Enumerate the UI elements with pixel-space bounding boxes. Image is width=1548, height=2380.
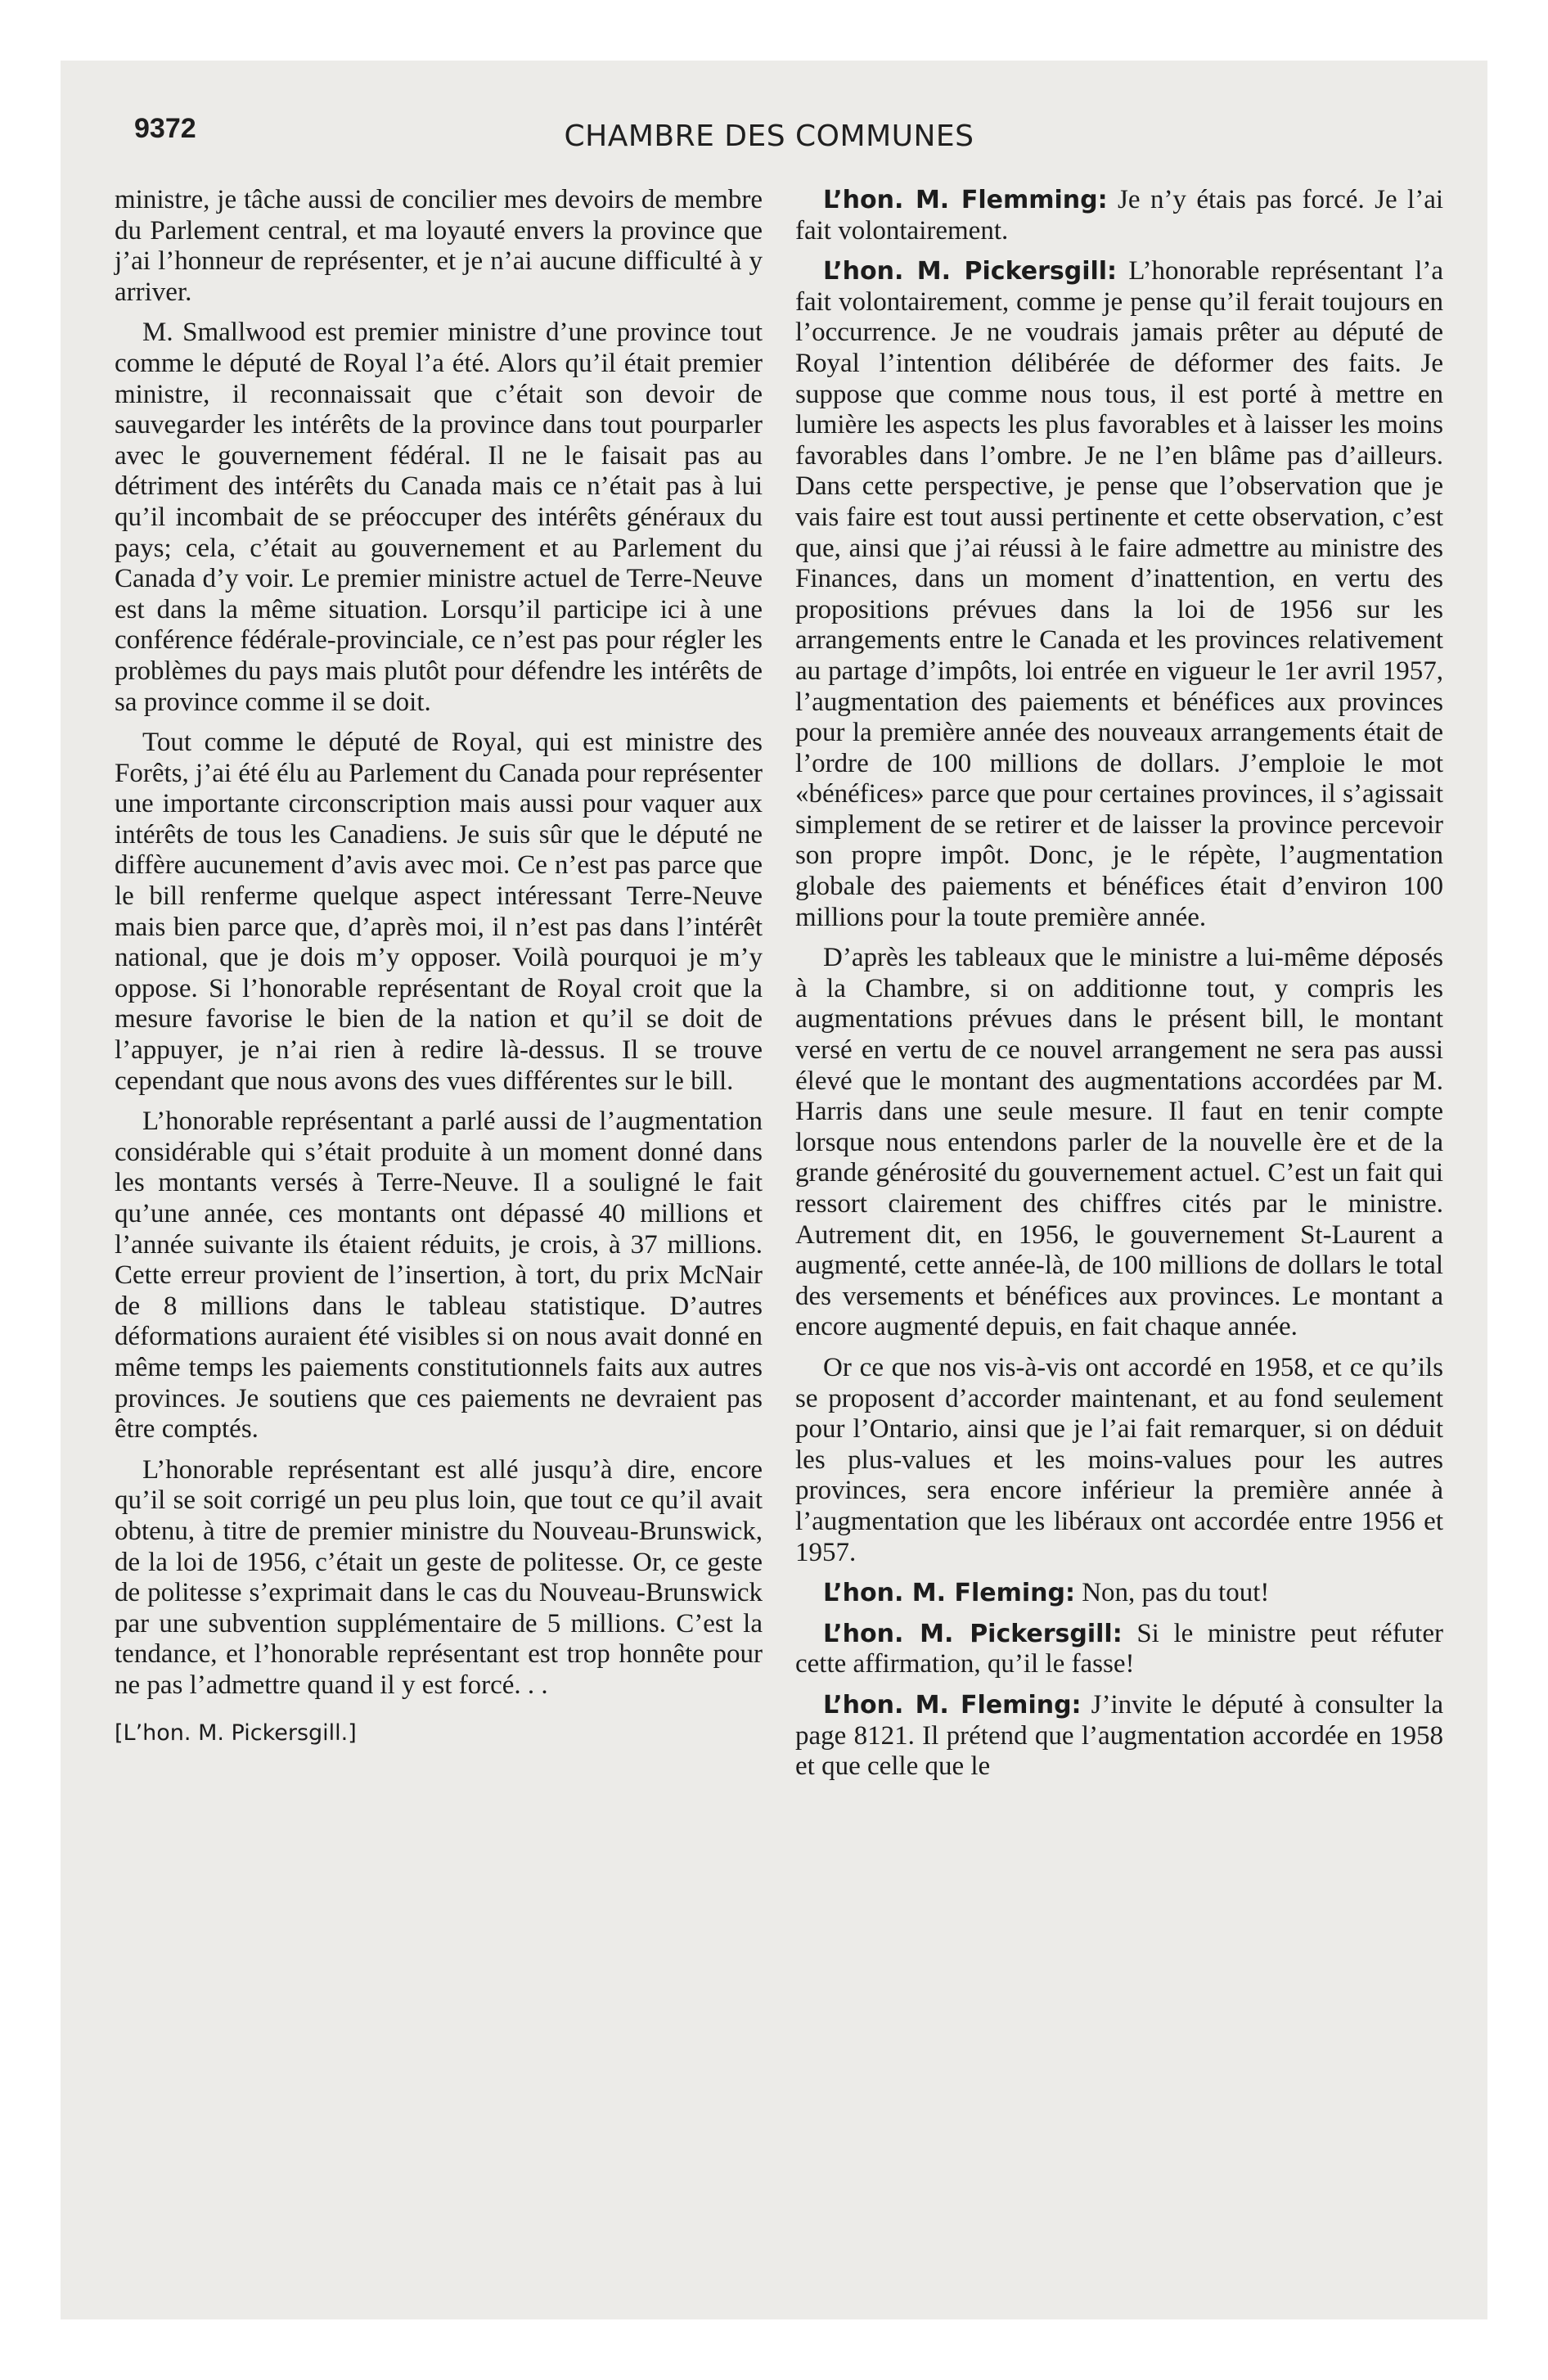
speech-entry (795, 1619, 1443, 1680)
paragraph: Or ce que nos vis-à-vis ont accordé en 1958, et ce qu’ils se proposent d’accorder maintenant, et au fond seulement pour l’Ontario, ainsi que je l’ai fait remarquer, si on déduit les plus-values et les moins-values pour les autres provinces, sera encore inférieur la première année à l’augmentation que les libéraux ont accordée entre 1956 et 1957. (795, 1352, 1443, 1567)
paragraph: D’après les tableaux que le ministre a lui-même déposés à la Chambre, si on additionne tout, y compris les augmentations prévues dans le présent bill, le montant versé en vertu de ce nouvel arrangement ne sera pas aussi élevé que le montant des augmentations accordées par M. Harris dans une seule mesure. Il faut en tenir compte lorsque nous entendons parler de la nouvelle ère et de la grande générosité du gouvernement actuel. C’est un fait qui ressort clairement des chiffres cités par le ministre. Autrement dit, en 1956, le gouvernement St-Laurent a augmenté, cette année-là, de 100 millions de dollars le total des versements et bénéfices aux provinces. Le montant a encore augmenté depuis, en fait chaque année. (795, 943, 1443, 1342)
speech-entry (795, 1690, 1443, 1783)
speech-entry (795, 185, 1443, 246)
speech-text: Si le ministre peut réfuter cette affirmation, qu’il le fasse! (795, 1618, 1443, 1679)
paragraph: L’honorable représentant a parlé aussi de l’augmentation considérable qui s’était produite à un moment donné dans les montants versés à Terre-Neuve. Il a souligné le fait qu’une année, ces montants ont dépassé 40 millions et l’année suivante ils étaient réduits, je crois, à 37 millions. Cette erreur provient de l’insertion, à tort, du prix McNair de 8 millions dans le tableau statistique. D’autres déformations auraient été visibles si on nous avait donné en même temps les paiements constitutionnels faits aux autres provinces. Je soutiens que ces paiements ne devraient pas être comptés. (115, 1107, 763, 1445)
paragraph: L’honorable représentant est allé jusqu’à dire, encore qu’il se soit corrigé un peu plus loin, que tout ce qu’il avait obtenu, à titre de premier ministre du Nouveau-Brunswick, de la loi de 1956, c’était un geste de politesse. Or, ce geste de politesse s’exprimait dans le cas du Nouveau-Brunswick par une subvention supplémentaire de 5 millions. C’est la tendance, et l’honorable représentant est trop honnête pour ne pas l’admettre quand il y est forcé. . . (115, 1454, 763, 1700)
speaker-name: L’hon. M. Fleming: (823, 1579, 1075, 1608)
page-number: 9372 (134, 113, 196, 144)
speaker-name: L’hon. M. Fleming: (823, 1690, 1082, 1720)
left-column (115, 185, 763, 1748)
speaker-name: L’hon. M. Pickersgill: (823, 1619, 1123, 1648)
speech-text: Je n’y étais pas forcé. Je l’ai fait volontairement. (795, 185, 1444, 246)
paragraph: M. Smallwood est premier ministre d’une province tout comme le député de Royal l’a été. Alors qu’il était premier ministre, il reconnaissait que c’était son devoir de sauvegarder les intérêts de la province dans tout pourparler avec le gouvernement fédéral. Il ne le faisait pas au détriment des intérêts du Canada mais ce n’était pas à lui qu’il incombait de se préoccuper des intérêts généraux du pays; cela, c’était au gouvernement et au Parlement du Canada d’y voir. Le premier ministre actuel de Terre-Neuve est dans la même situation. Lorsqu’il participe ici à une conférence fédérale-provinciale, ce n’est pas pour régler les problèmes du pays mais plutôt pour défendre les intérêts de sa province comme il se doit. (115, 318, 763, 717)
speech-text: J’invite le député à consulter la page 8121. Il prétend que l’augmentation accordée en 1958 et que celle que le (795, 1689, 1444, 1782)
speech-entry (795, 1578, 1443, 1609)
paragraph: ministre, je tâche aussi de concilier mes devoirs de membre du Parlement central, et ma loyauté envers la province que j’ai l’honneur de représenter, et je n’ai aucune difficulté à y arriver. (115, 185, 763, 307)
speaker-name: L’hon. M. Flemming: (823, 186, 1108, 214)
speech-entry (795, 256, 1443, 933)
running-head: CHAMBRE DES COMMUNES (564, 119, 974, 153)
speaker-name: L’hon. M. Pickersgill: (823, 257, 1118, 286)
speech-text: L’honorable représentant l’a fait volontairement, comme je pense qu’il ferait toujours en l’occurrence. Je ne voudrais jamais prêter au député de Royal l’intention délibérée de déformer des faits. Je suppose que comme nous tous, il est porté à mettre en lumière les aspects les plus favorables et à laisser les moins favorables dans l’ombre. Je ne l’en blâme pas d’ailleurs. Dans cette perspective, je pense que l’observation que je vais faire est tout aussi pertinente et cette observation, c’est que, ainsi que j’ai réussi à le faire admettre au ministre des Finances, dans un moment d’inattention, en vertu des propositions prévues dans la loi de 1956 sur les arrangements entre le Canada et les provinces relativement au partage d’impôts, loi entrée en vigueur le 1er avril 1957, l’augmentation des paiements et bénéfices aux provinces pour la première année des nouveaux arrangements était de l’ordre de 100 millions de dollars. J’emploie le mot «bénéfices» parce que pour certaines provinces, il s’agissait simplement de se retirer et de laisser la province percevoir son propre impôt. Donc, je le répète, l’augmentation globale des paiements et bénéfices était d’environ 100 millions pour la toute première année. (795, 256, 1443, 932)
speech-text: Non, pas du tout! (1082, 1578, 1270, 1608)
continuation-note: [L’hon. M. Pickersgill.] (115, 1720, 357, 1746)
paragraph: Tout comme le député de Royal, qui est ministre des Forêts, j’ai été élu au Parlement du Canada pour représenter une importante circonscription mais aussi pour vaquer aux intérêts de tous les Canadiens. Je suis sûr que le député ne diffère aucunement d’avis avec moi. Ce n’est pas parce que le bill renferme quelque aspect intéressant Terre-Neuve mais bien parce que, d’après moi, il n’est pas dans l’intérêt national, que je dois m’y opposer. Voilà pourquoi je m’y oppose. Si l’honorable représentant de Royal croit que la mesure favorise le bien de la nation et qu’il se doit de l’appuyer, je n’ai rien à redire là-dessus. Il se trouve cependant que nous avons des vues différentes sur le bill. (115, 728, 763, 1096)
right-column (795, 185, 1443, 1783)
